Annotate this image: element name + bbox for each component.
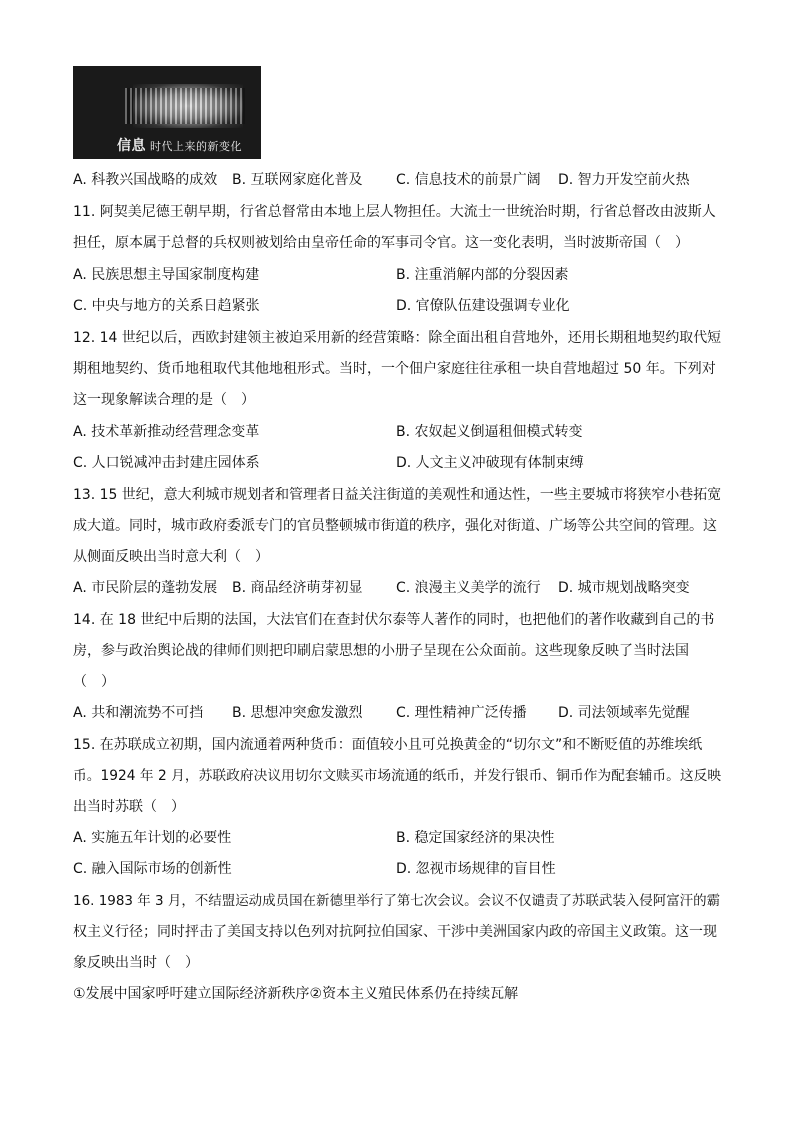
- q15-stem-line-1: 15. 在苏联成立初期，国内流通着两种货币：面值较小且可兑换黄金的“切尔文”和不断贬值的苏维埃纸: [73, 737, 703, 753]
- q16-stem-line-3: 象反映出当时（ ）: [73, 955, 199, 971]
- q13-stem-line-2: 成大道。同时，城市政府委派专门的官员整顿城市街道的秩序，强化对街道、广场等公共空间的管理。这: [73, 518, 717, 534]
- q10-option-b: B. 互联网家庭化普及: [232, 172, 363, 188]
- q16-stem-line-2: 权主义行径；同时抨击了美国支持以色列对抗阿拉伯国家、干涉中美洲国家内政的帝国主义政策。这一现: [73, 924, 717, 940]
- q10-option-d: D. 智力开发空前火热: [558, 172, 690, 188]
- q12-stem-line-2: 期租地契约、货币地租取代其他地租形式。当时，一个佃户家庭往往承租一块自营地超过 50 年。下列对: [73, 361, 716, 377]
- q15-stem-line-2: 币。1924 年 2 月，苏联政府决议用切尔文赎买市场流通的纸币，并发行银币、铜币作为配套辅币。这反映: [73, 768, 722, 784]
- q12-stem-line-1: 12. 14 世纪以后，西欧封建领主被迫采用新的经营策略：除全面出租自营地外，还用长期租地契约取代短: [73, 330, 722, 346]
- q11-stem-line-2: 担任，原本属于总督的兵权则被划给由皇帝任命的军事司令官。这一变化表明，当时波斯帝国（ ）: [73, 235, 689, 251]
- q15-option-b: B. 稳定国家经济的果决性: [396, 830, 555, 846]
- q15-option-d: D. 忽视市场规律的盲目性: [396, 861, 556, 877]
- q11-option-c: C. 中央与地方的关系日趋紧张: [73, 298, 260, 314]
- q11-option-a: A. 民族思想主导国家制度构建: [73, 267, 260, 283]
- q13-option-d: D. 城市规划战略突变: [558, 580, 690, 596]
- q13-stem-line-3: 从侧面反映出当时意大利（ ）: [73, 549, 269, 565]
- q11-option-d: D. 官僚队伍建设强调专业化: [396, 298, 570, 314]
- q14-stem-line-3: （ ）: [73, 674, 115, 690]
- photo-caption-title: 信息: [117, 138, 146, 154]
- photo-caption: [117, 135, 257, 155]
- q12-option-c: C. 人口锐减冲击封建庄园体系: [73, 455, 260, 471]
- q12-option-a: A. 技术革新推动经营理念变革: [73, 424, 260, 440]
- q14-option-d: D. 司法领域率先觉醒: [558, 705, 690, 721]
- q13-option-c: C. 浪漫主义美学的流行: [396, 580, 541, 596]
- q10-option-c: C. 信息技术的前景广阔: [396, 172, 541, 188]
- q15-stem-line-3: 出当时苏联（ ）: [73, 799, 185, 815]
- q13-option-b: B. 商品经济萌芽初显: [232, 580, 363, 596]
- question-figure-photo: [73, 66, 261, 159]
- photo-light-stripes: [125, 88, 245, 124]
- q14-option-a: A. 共和潮流势不可挡: [73, 705, 204, 721]
- q14-stem-line-2: 房，参与政治舆论战的律师们则把印刷启蒙思想的小册子呈现在公众面前。这些现象反映了当时法国: [73, 643, 689, 659]
- q11-stem-line-1: 11. 阿契美尼德王朝早期，行省总督常由本地上层人物担任。大流士一世统治时期，行省总督改由波斯人: [73, 204, 716, 220]
- q14-stem-line-1: 14. 在 18 世纪中后期的法国，大法官们在查封伏尔泰等人著作的同时，也把他们的著作收藏到自己的书: [73, 612, 715, 628]
- q16-statement-items: ①发展中国家呼吁建立国际经济新秩序②资本主义殖民体系仍在持续瓦解: [73, 986, 519, 1002]
- q15-option-c: C. 融入国际市场的创新性: [73, 861, 232, 877]
- q14-option-c: C. 理性精神广泛传播: [396, 705, 527, 721]
- q13-stem-line-1: 13. 15 世纪，意大利城市规划者和管理者日益关注街道的美观性和通达性，一些主要城市将狭窄小巷拓宽: [73, 487, 722, 503]
- q12-stem-line-3: 这一现象解读合理的是（ ）: [73, 392, 255, 408]
- q10-option-a: A. 科教兴国战略的成效: [73, 172, 218, 188]
- q12-option-d: D. 人文主义冲破现有体制束缚: [396, 455, 584, 471]
- photo-caption-subtitle: 时代上来的新变化: [150, 140, 242, 153]
- q16-stem-line-1: 16. 1983 年 3 月，不结盟运动成员国在新德里举行了第七次会议。会议不仅谴责了苏联武装入侵阿富汗的霸: [73, 893, 721, 909]
- q14-option-b: B. 思想冲突愈发激烈: [232, 705, 363, 721]
- q11-option-b: B. 注重消解内部的分裂因素: [396, 267, 569, 283]
- q12-option-b: B. 农奴起义倒逼租佃模式转变: [396, 424, 583, 440]
- q13-option-a: A. 市民阶层的蓬勃发展: [73, 580, 218, 596]
- q15-option-a: A. 实施五年计划的必要性: [73, 830, 232, 846]
